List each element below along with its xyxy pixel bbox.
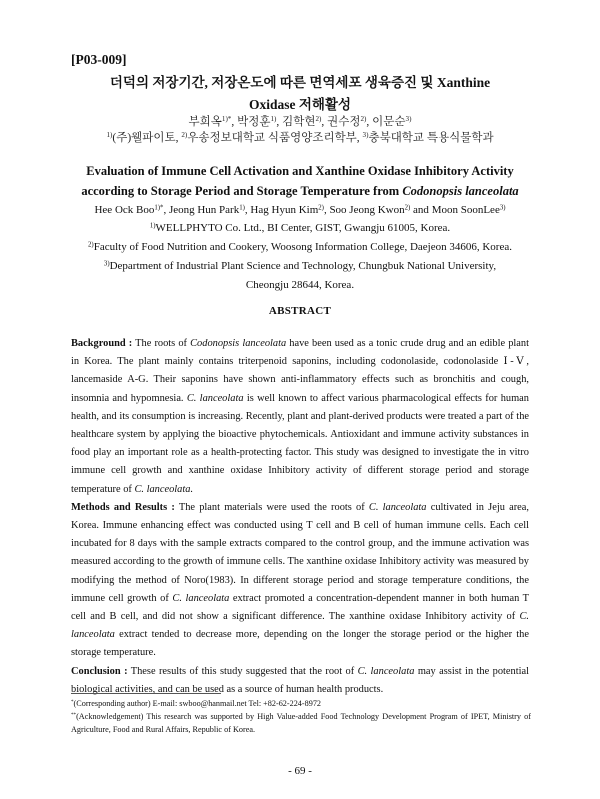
species-name: Codonopsis lanceolata	[402, 184, 519, 198]
affiliation-superscript: 1)	[149, 222, 156, 230]
author-superscript: 1)	[239, 204, 245, 212]
paper-code: [P03-009]	[71, 52, 127, 67]
english-author: Jeong Hun Park	[168, 204, 240, 216]
corresponding-author-note	[71, 697, 531, 710]
korean-affiliation: 충북대학교 특용식물학과	[368, 132, 494, 144]
affiliation-text: Department of Industrial Plant Science and Technology, Chungbuk National University,	[109, 260, 497, 272]
english-author: Hag Hyun Kim	[250, 204, 319, 216]
page-number: - 69 -	[288, 765, 312, 777]
author-superscript: 1)*	[154, 204, 164, 212]
english-authors	[40, 201, 560, 219]
author-superscript: 2)	[318, 204, 324, 212]
affiliation-text: WELLPHYTO Co. Ltd., BI Center, GIST, Gwangju 61005, Korea.	[155, 222, 451, 234]
english-author: Hee Ock Boo	[94, 204, 155, 216]
english-title	[60, 161, 540, 201]
korean-author: 부희옥	[188, 116, 222, 128]
english-title-line-2	[60, 181, 540, 201]
author-separator: ,	[244, 204, 251, 216]
author-superscript: 2)	[404, 204, 411, 212]
abstract-heading: ABSTRACT	[268, 305, 332, 317]
species-name: C. lanceolata	[357, 665, 415, 677]
author-separator: ,	[163, 204, 169, 216]
author-superscript: 3)	[499, 204, 506, 212]
affiliation-1	[40, 219, 560, 238]
korean-author: 박정훈	[237, 116, 271, 128]
author-separator: and	[410, 204, 432, 216]
english-author: Soo Jeong Kwon	[329, 204, 405, 216]
species-name: C. lanceolata	[368, 501, 427, 513]
english-author: Moon SoonLee	[431, 204, 500, 216]
acknowledgement-text: (Acknowledgement) This research was supported by High Value-added Food Technology Development Program of IPET, Ministry of Agriculture, Food and Rural Affairs, Republic of Korea.	[71, 712, 531, 734]
affiliation-text: Faculty of Food Nutrition and Cookery, Woosong Information College, Daejeon 34606, Korea.	[93, 241, 512, 253]
methods-text: The plant materials were used the roots of C. lanceolata cultivated in Jeju area, Korea. Immune enhancing effect was conducted using T cell and B cell of human immune cells. Each cell incubated for 8 days with the sample extracts compared to the control group, and the immune activation was measured according to the growth of immune cells. The xanthine oxidase Inhibitory activity was measured by modifying the method of Noro(1983). In different storage period and storage temperature conditions, the immune cell growth of C. lanceolata extract promoted a concentration-dependent manner in both human T cell and B cell, and did not show a significant difference. The xanthine oxidase Inhibitory activity of C. lanceolata extract tended to decrease more, depending on the longer the storage period or the higher the storage temperature.	[71, 501, 530, 659]
abstract-background	[71, 335, 529, 499]
conclusion-label: Conclusion :	[71, 665, 128, 677]
english-affiliations	[40, 219, 560, 295]
author-superscript: 3)	[405, 115, 412, 124]
english-title-line-2-text: according to Storage Period and Storage Temperature from	[81, 184, 403, 198]
korean-author: 권수정	[327, 116, 361, 128]
conclusion-text: These results of this study suggested that the root of C. lanceolata may assist in the potential biological activities, and can be used as a source of human health products.	[71, 665, 530, 695]
abstract-body	[71, 335, 529, 699]
author-superscript: 2)	[315, 115, 322, 124]
korean-affiliation: 우송정보대학교 식품영양조리학부,	[187, 132, 363, 144]
korean-title	[60, 72, 540, 116]
species-name: C. lanceolata.	[134, 483, 194, 495]
korean-authors: 부희옥$^{1)*}$, 박정훈$^{1)}$, 김학현$^{2)}$, 권수정$^{2)}$, 이문순$^{3)}$	[188, 115, 412, 128]
footnote-divider	[71, 693, 221, 694]
species-name: C. lanceolata	[186, 392, 244, 404]
author-separator: ,	[323, 204, 330, 216]
english-title-line-1: Evaluation of Immune Cell Activation and Xanthine Oxidase Inhibitory Activity	[86, 164, 514, 178]
affiliation-3	[40, 257, 560, 276]
species-name: C. lanceolata	[71, 611, 529, 641]
affiliation-3-continued: Cheongju 28644, Korea.	[245, 279, 355, 291]
korean-affiliations	[60, 130, 540, 146]
footnote-marker: **	[71, 712, 77, 719]
corresponding-author-text: (Corresponding author) E-mail: swboo@hanmail.net Tel: +82-62-224-8972	[73, 699, 322, 708]
author-superscript: 2)	[360, 115, 367, 124]
methods-label: Methods and Results :	[71, 501, 175, 513]
background-label: Background :	[71, 338, 133, 349]
acknowledgement-note	[71, 710, 531, 736]
korean-author: 이문순	[372, 116, 406, 128]
background-text: The roots of Codonopsis lanceolata have been used as a tonic crude drug and an edible plant in Korea. The plant mainly contains triterpenoid saponins, including codonolaside, codonolaside Ⅰ-Ⅴ, lancemaside A-G. Their saponins have shown anti-inflammatory effects such as bronchitis and cough, insomnia and hypomnesia. C. lanceolata is well known to affect various pharmacological effects for human health, and its consumption is increasing. Recently, plant and plant-derived products were treated a part of the healthcare system by applying the bioactive phytochemicals. Antioxidant and immune activity substances in food play an important role as a health-protecting factor. This study was designed to investigate the in vitro immune cell growth and xanthine oxidase Inhibitory activity of different storage period and storage temperature of C. lanceolata.	[71, 338, 529, 495]
footnotes	[71, 697, 531, 736]
affiliation-superscript: 2)	[181, 131, 188, 140]
affiliation-superscript: 3)	[362, 131, 369, 140]
korean-affiliation: (주)웰파이토,	[112, 132, 182, 144]
affiliation-2	[40, 238, 560, 257]
abstract-methods	[71, 499, 529, 663]
affiliation-superscript: 2)	[88, 241, 94, 249]
korean-title-line-1: 더덕의 저장기간, 저장온도에 따른 면역세포 생육증진 및 Xanthine	[109, 75, 491, 90]
korean-author: 김학현	[282, 116, 316, 128]
affiliation-superscript: 3)	[103, 260, 110, 268]
affiliation-superscript: 1)	[106, 131, 113, 140]
korean-title-line-2: Oxidase 저해활성	[248, 97, 352, 112]
species-name: C. lanceolata	[172, 592, 230, 604]
author-superscript: 1)*	[221, 115, 232, 124]
species-name: Codonopsis lanceolata	[190, 338, 287, 349]
author-superscript: 1)	[270, 115, 277, 124]
footnote-marker: *	[71, 699, 74, 706]
